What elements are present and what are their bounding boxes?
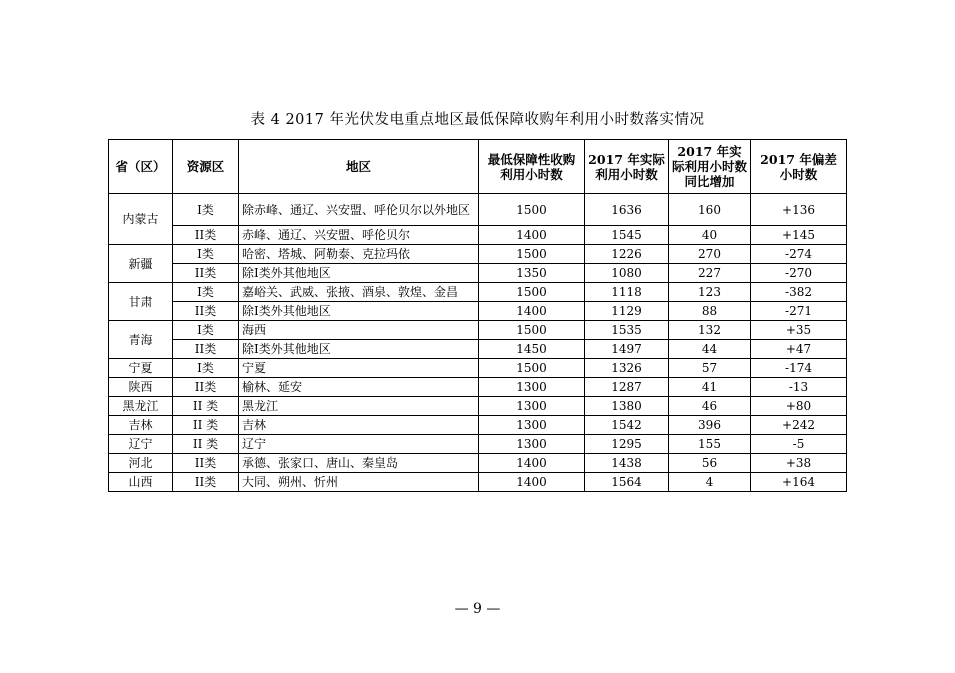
header-actual-2017: 2017 年实际利用小时数 <box>585 140 669 194</box>
cell-area: 除I类外其他地区 <box>239 340 479 359</box>
table-row <box>109 283 847 302</box>
table-row <box>109 226 847 245</box>
cell-deviation: +47 <box>751 340 847 359</box>
cell-area: 宁夏 <box>239 359 479 378</box>
cell-yoy: 270 <box>669 245 751 264</box>
cell-province: 内蒙古 <box>109 194 173 245</box>
cell-yoy: 132 <box>669 321 751 340</box>
cell-province: 宁夏 <box>109 359 173 378</box>
cell-yoy: 40 <box>669 226 751 245</box>
cell-yoy: 88 <box>669 302 751 321</box>
cell-resource: II类 <box>173 264 239 283</box>
cell-yoy: 57 <box>669 359 751 378</box>
cell-resource: II类 <box>173 454 239 473</box>
cell-deviation: -271 <box>751 302 847 321</box>
cell-min: 1500 <box>479 245 585 264</box>
cell-yoy: 123 <box>669 283 751 302</box>
cell-province: 吉林 <box>109 416 173 435</box>
cell-resource: II 类 <box>173 397 239 416</box>
cell-resource: I类 <box>173 359 239 378</box>
cell-actual: 1564 <box>585 473 669 492</box>
cell-area: 除赤峰、通辽、兴安盟、呼伦贝尔以外地区 <box>239 194 479 226</box>
cell-deviation: +164 <box>751 473 847 492</box>
cell-yoy: 56 <box>669 454 751 473</box>
cell-actual: 1542 <box>585 416 669 435</box>
cell-resource: I类 <box>173 245 239 264</box>
cell-deviation: +145 <box>751 226 847 245</box>
cell-area: 赤峰、通辽、兴安盟、呼伦贝尔 <box>239 226 479 245</box>
cell-resource: II类 <box>173 378 239 397</box>
cell-deviation: +38 <box>751 454 847 473</box>
cell-resource: II 类 <box>173 435 239 454</box>
cell-resource: II类 <box>173 302 239 321</box>
cell-actual: 1438 <box>585 454 669 473</box>
cell-province: 辽宁 <box>109 435 173 454</box>
cell-province: 黑龙江 <box>109 397 173 416</box>
cell-resource: II类 <box>173 473 239 492</box>
cell-actual: 1545 <box>585 226 669 245</box>
cell-province: 陕西 <box>109 378 173 397</box>
header-min-guarantee: 最低保障性收购利用小时数 <box>479 140 585 194</box>
cell-deviation: +80 <box>751 397 847 416</box>
cell-area: 海西 <box>239 321 479 340</box>
header-yoy: 2017 年实际利用小时数同比增加 <box>669 140 751 194</box>
cell-area: 哈密、塔城、阿勒泰、克拉玛依 <box>239 245 479 264</box>
cell-min: 1400 <box>479 226 585 245</box>
cell-min: 1500 <box>479 359 585 378</box>
cell-actual: 1129 <box>585 302 669 321</box>
cell-deviation: +136 <box>751 194 847 226</box>
header-resource: 资源区 <box>173 140 239 194</box>
cell-min: 1400 <box>479 473 585 492</box>
cell-resource: I类 <box>173 283 239 302</box>
cell-yoy: 46 <box>669 397 751 416</box>
data-table <box>108 139 847 492</box>
cell-actual: 1226 <box>585 245 669 264</box>
table-row <box>109 416 847 435</box>
cell-min: 1300 <box>479 397 585 416</box>
cell-yoy: 227 <box>669 264 751 283</box>
cell-province: 河北 <box>109 454 173 473</box>
cell-province: 甘肃 <box>109 283 173 321</box>
table-row <box>109 378 847 397</box>
cell-yoy: 396 <box>669 416 751 435</box>
cell-yoy: 44 <box>669 340 751 359</box>
table-row <box>109 454 847 473</box>
cell-deviation: -174 <box>751 359 847 378</box>
cell-resource: II 类 <box>173 416 239 435</box>
cell-min: 1500 <box>479 194 585 226</box>
cell-yoy: 160 <box>669 194 751 226</box>
cell-area: 黑龙江 <box>239 397 479 416</box>
cell-min: 1350 <box>479 264 585 283</box>
cell-deviation: -5 <box>751 435 847 454</box>
cell-min: 1300 <box>479 378 585 397</box>
table-row <box>109 264 847 283</box>
table-row <box>109 473 847 492</box>
header-province: 省（区） <box>109 140 173 194</box>
cell-deviation: -382 <box>751 283 847 302</box>
cell-min: 1300 <box>479 416 585 435</box>
cell-resource: I类 <box>173 321 239 340</box>
table-row <box>109 359 847 378</box>
header-deviation: 2017 年偏差小时数 <box>751 140 847 194</box>
cell-actual: 1326 <box>585 359 669 378</box>
cell-min: 1500 <box>479 321 585 340</box>
cell-area: 吉林 <box>239 416 479 435</box>
table-row <box>109 245 847 264</box>
cell-min: 1300 <box>479 435 585 454</box>
cell-yoy: 155 <box>669 435 751 454</box>
table-row <box>109 397 847 416</box>
cell-yoy: 4 <box>669 473 751 492</box>
cell-actual: 1535 <box>585 321 669 340</box>
cell-actual: 1380 <box>585 397 669 416</box>
cell-deviation: -13 <box>751 378 847 397</box>
cell-area: 辽宁 <box>239 435 479 454</box>
cell-area: 除I类外其他地区 <box>239 302 479 321</box>
cell-province: 新疆 <box>109 245 173 283</box>
cell-actual: 1636 <box>585 194 669 226</box>
cell-deviation: -274 <box>751 245 847 264</box>
cell-actual: 1295 <box>585 435 669 454</box>
cell-actual: 1497 <box>585 340 669 359</box>
cell-actual: 1080 <box>585 264 669 283</box>
cell-area: 嘉峪关、武威、张掖、酒泉、敦煌、金昌 <box>239 283 479 302</box>
cell-resource: II类 <box>173 340 239 359</box>
header-area: 地区 <box>239 140 479 194</box>
table-header-row <box>109 140 847 194</box>
cell-province: 青海 <box>109 321 173 359</box>
cell-province: 山西 <box>109 473 173 492</box>
cell-deviation: +242 <box>751 416 847 435</box>
cell-area: 除I类外其他地区 <box>239 264 479 283</box>
cell-min: 1400 <box>479 302 585 321</box>
table-row <box>109 194 847 226</box>
table-row <box>109 435 847 454</box>
cell-area: 承德、张家口、唐山、秦皇岛 <box>239 454 479 473</box>
cell-actual: 1287 <box>585 378 669 397</box>
page-number: — 9 — <box>454 601 501 617</box>
table-row <box>109 302 847 321</box>
cell-deviation: -270 <box>751 264 847 283</box>
table-caption: 表 4 2017 年光伏发电重点地区最低保障收购年利用小时数落实情况 <box>250 112 705 128</box>
cell-area: 榆林、延安 <box>239 378 479 397</box>
table-row <box>109 340 847 359</box>
cell-min: 1500 <box>479 283 585 302</box>
cell-min: 1450 <box>479 340 585 359</box>
cell-area: 大同、朔州、忻州 <box>239 473 479 492</box>
cell-yoy: 41 <box>669 378 751 397</box>
cell-deviation: +35 <box>751 321 847 340</box>
table-row <box>109 321 847 340</box>
cell-min: 1400 <box>479 454 585 473</box>
cell-resource: II类 <box>173 226 239 245</box>
cell-resource: I类 <box>173 194 239 226</box>
cell-actual: 1118 <box>585 283 669 302</box>
